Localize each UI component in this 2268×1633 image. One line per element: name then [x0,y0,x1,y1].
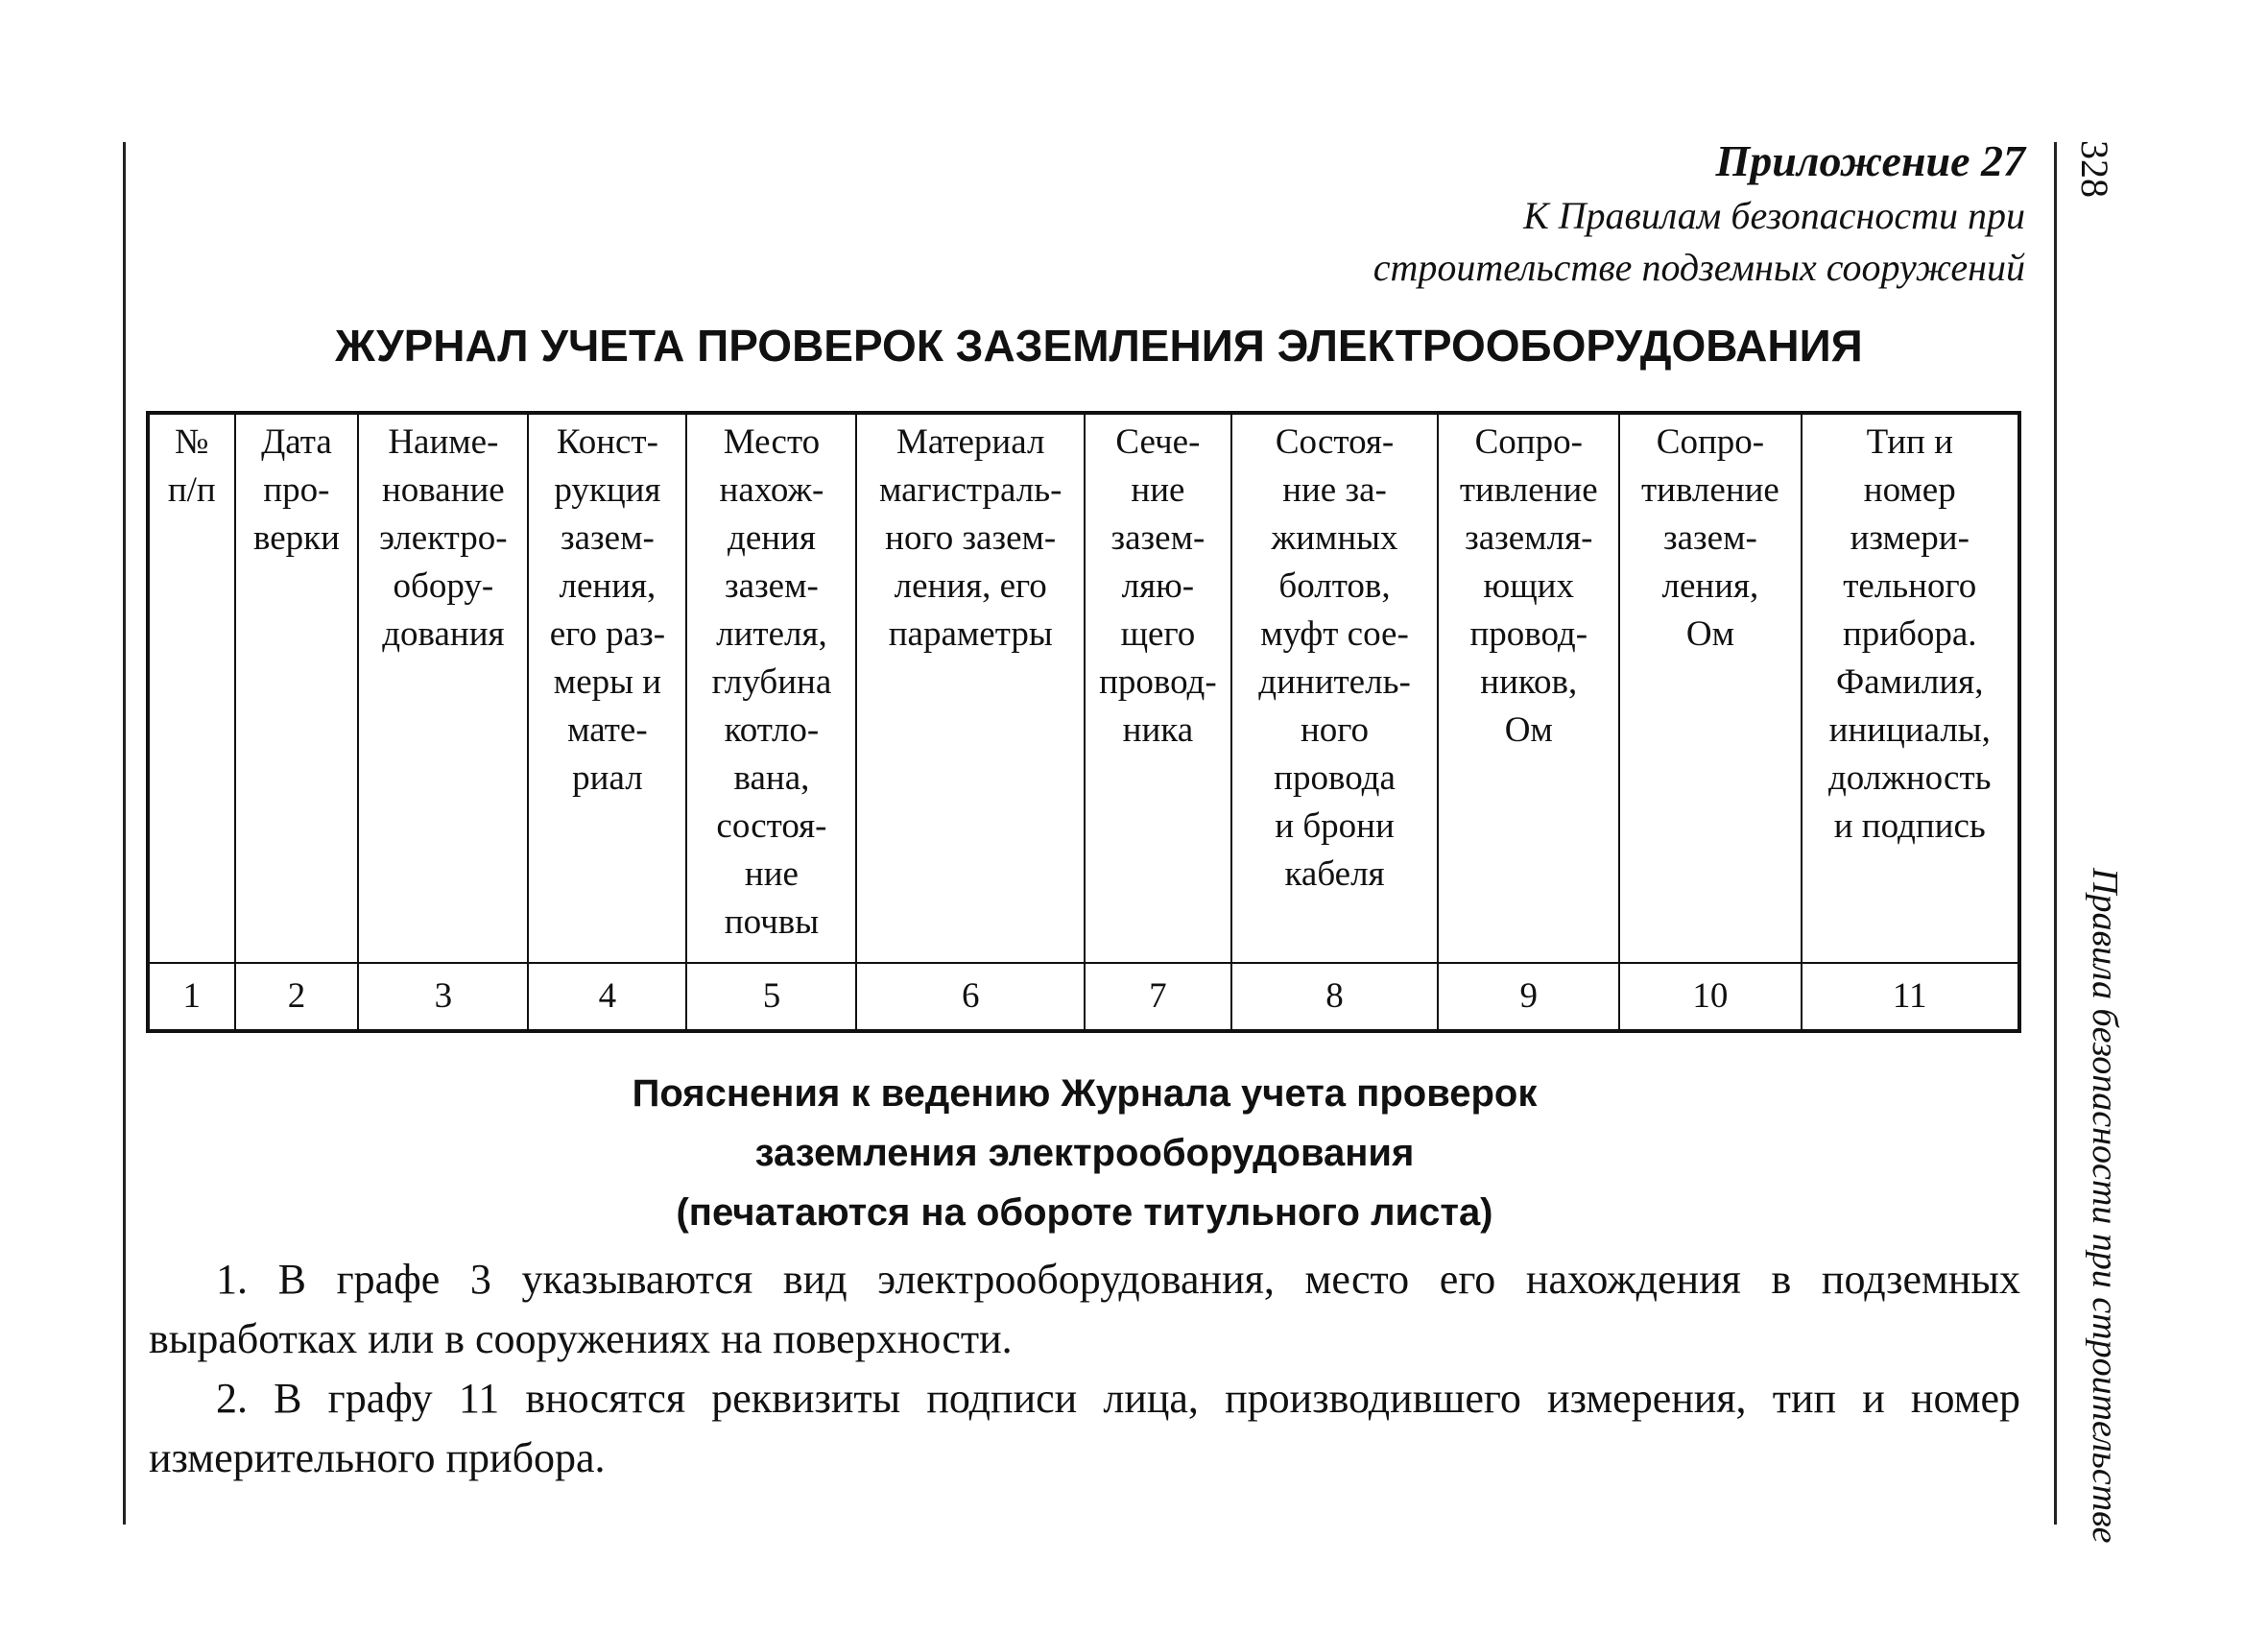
header-cell-2: Дата про- верки [235,413,359,963]
right-margin-rule [2054,142,2057,1525]
column-number-6: 6 [856,963,1084,1031]
column-number-8: 8 [1231,963,1438,1031]
table-header-row [148,413,2019,963]
header-cell-11: Тип и номер измери- тельного прибора. Фамилия, инициалы, должность и подпись [1802,413,2020,963]
column-number-3: 3 [358,963,528,1031]
column-number-1: 1 [148,963,235,1031]
appendix-header [1373,132,2025,294]
column-number-2: 2 [235,963,359,1031]
page-number: 328 [2073,140,2116,198]
column-number-9: 9 [1438,963,1619,1031]
header-cell-7: Сече- ние зазем- ляю- щего провод- ника [1085,413,1231,963]
column-number-11: 11 [1802,963,2020,1031]
header-cell-10: Сопро- тивление зазем- ления, Ом [1619,413,1801,963]
header-cell-8: Состоя- ние за- жимных болтов, муфт сое- динитель- ного провода и брони кабеля [1231,413,1438,963]
header-cell-4: Конст- рукция зазем- ления, его раз- меры и мате- риал [528,413,686,963]
note-item-1: 1. В графе 3 указываются вид электрооборудования, место его нахождения в подземных выработках или в сооружениях на поверхности. [149,1256,2020,1362]
notes-title-line1: Пояснения к ведению Журнала учета проверок [632,1072,1538,1115]
notes-body [149,1250,2020,1488]
table-number-row [148,963,2019,1031]
column-number-10: 10 [1619,963,1801,1031]
journal-title: ЖУРНАЛ УЧЕТА ПРОВЕРОК ЗАЗЕМЛЕНИЯ ЭЛЕКТРООБОРУДОВАНИЯ [335,321,1863,371]
column-number-4: 4 [528,963,686,1031]
notes-title [288,1064,1881,1242]
column-number-7: 7 [1085,963,1231,1031]
appendix-title: Приложение 27 [1715,136,2025,185]
journal-table [146,411,2021,1033]
appendix-subtitle-line1: К Правилам безопасности при [1523,194,2025,237]
header-cell-6: Материал магистраль- ного зазем- ления, его параметры [856,413,1084,963]
running-head: Правила безопасности при строительстве [2085,868,2125,1544]
header-cell-5: Место нахож- дения зазем- лителя, глубина котло- вана, состоя- ние почвы [686,413,856,963]
notes-title-line2: заземления электрооборудования [754,1132,1415,1174]
appendix-subtitle-line2: строительстве подземных сооружений [1373,246,2025,289]
header-cell-1: № п/п [148,413,235,963]
header-cell-9: Сопро- тивление заземля- ющих провод- ников, Ом [1438,413,1619,963]
column-number-5: 5 [686,963,856,1031]
note-item-2: 2. В графу 11 вносятся реквизиты подписи лица, производившего измерения, тип и номер измерительного прибора. [149,1375,2020,1481]
left-margin-rule [123,142,126,1525]
header-cell-3: Наиме- нование электро- обору- дования [358,413,528,963]
notes-title-line3: (печатаются на обороте титульного листа) [676,1191,1493,1234]
